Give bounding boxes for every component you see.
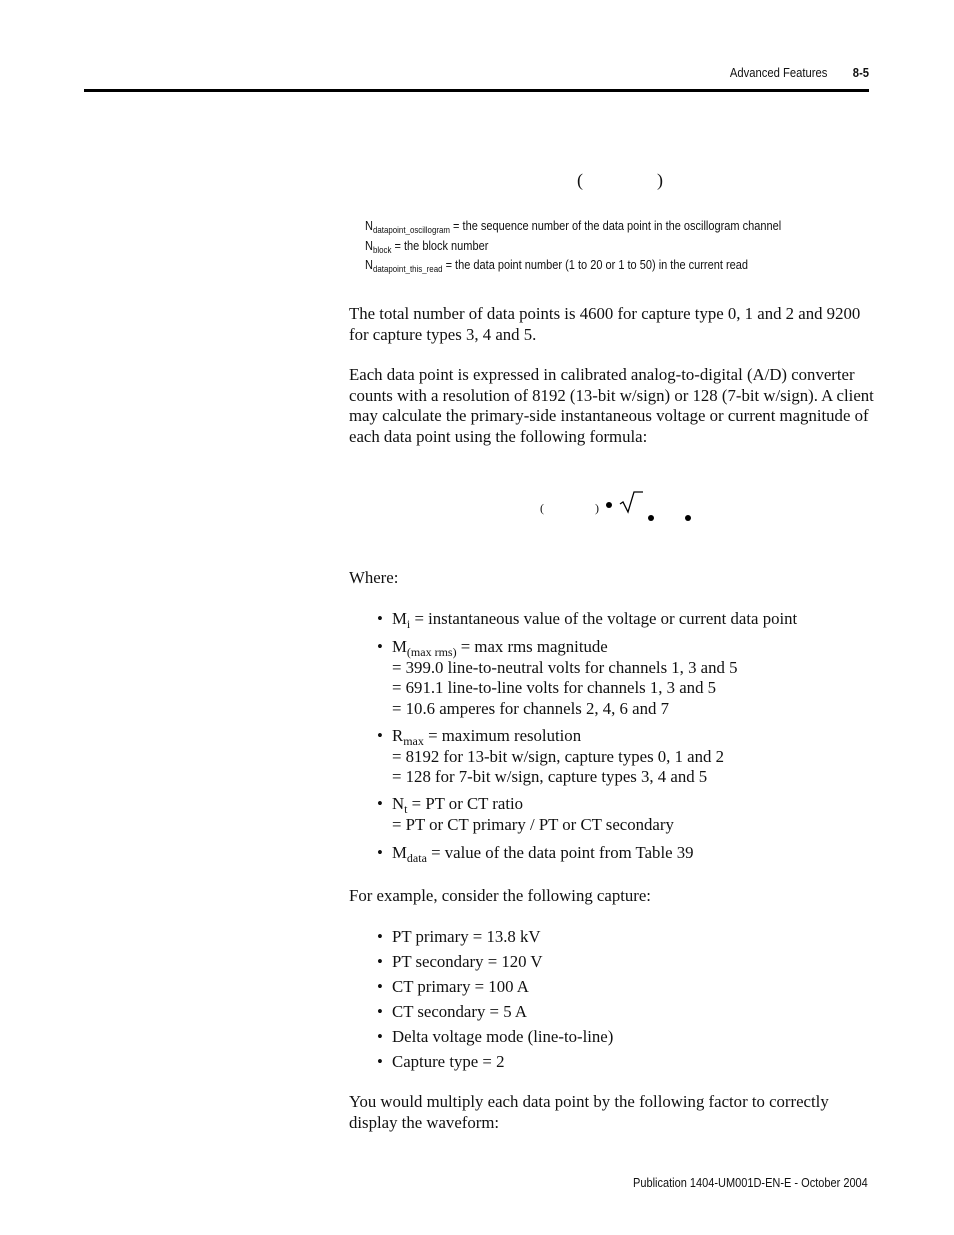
example-list-item — [377, 927, 541, 948]
list-item-detail: = 691.1 line-to-line volts for channels 1, 3 and 5 — [392, 678, 717, 697]
definition-text: = the block number — [391, 239, 489, 253]
formula-close-paren: ) — [595, 501, 599, 515]
paragraph-multiply: You would multiply each data point by the following factor to correctly display the waveform: — [349, 1092, 829, 1132]
multiply-dot-icon — [685, 515, 691, 521]
list-item: • $M_{(max rms)} = \max$ rms magnitude = 399.0 line-to-neutral volts for channels 1, 3 and 5 = 691.1 line-to-line volts for channels 1, 3 and 5 = 10.6 amperes for channels 2, 4, 6 and 7 — [377, 637, 737, 719]
definition-datapoint-this-read — [365, 258, 748, 272]
square-root-icon — [619, 490, 643, 514]
page-number: 8-5 — [852, 66, 869, 80]
definition-text: = the sequence number of the data point in the oscillogram channel — [450, 219, 782, 233]
multiply-dot-icon — [606, 502, 612, 508]
definition-symbol: N — [365, 258, 373, 272]
example-list-item — [377, 952, 543, 973]
list-item: • $R_{max}$ = maximum resolution = 8192 for 13-bit w/sign, capture types 0, 1 and 2 = 128 for 7-bit w/sign, capture types 3, 4 and 5 — [377, 726, 724, 788]
definition-subscript: datapoint_this_read — [372, 264, 443, 274]
paragraph-total-points: The total number of data points is 4600 for capture type 0, 1 and 2 and 9200 for capture types 3, 4 and 5. — [349, 304, 861, 344]
formula-open-paren: ( — [577, 170, 583, 190]
formula-close-paren: ) — [657, 170, 663, 190]
variable-list-item-nt — [377, 794, 674, 835]
list-item: • Capture type = 2 — [377, 1052, 504, 1073]
example-list-item — [377, 977, 529, 998]
list-item: • PT secondary = 120 V — [377, 952, 543, 973]
list-item-detail: = 10.6 amperes for channels 2, 4, 6 and 7 — [392, 698, 669, 718]
definition-subscript: block — [372, 245, 392, 255]
list-item: • $M_{data}$ = value of the data point from Table 39 — [377, 843, 694, 864]
variable-list-item-rmax — [377, 726, 724, 788]
list-item-detail: = 8192 for 13-bit w/sign, capture types 0, 1 and 2 — [392, 746, 724, 766]
paragraph-where: Where: — [349, 568, 399, 587]
variable-list-item-mi — [377, 609, 797, 630]
list-item: • Delta voltage mode (line-to-line) — [377, 1027, 613, 1048]
definition-block — [365, 239, 488, 253]
header-rule — [84, 89, 869, 92]
variable-list-item-mmaxrms — [377, 637, 737, 719]
list-item: • CT secondary = 5 A — [377, 1002, 527, 1023]
definition-symbol: N — [365, 239, 373, 253]
running-header-section: Advanced Features — [729, 66, 827, 80]
list-item: • $N_t$ = PT or CT ratio = PT or CT primary / PT or CT secondary — [377, 794, 674, 835]
example-list-item — [377, 1052, 504, 1073]
list-item-detail: = 399.0 line-to-neutral volts for channels 1, 3 and 5 — [392, 657, 738, 677]
publication-footer: Publication 1404-UM001D-EN-E - October 2004 — [633, 1176, 868, 1190]
definition-subscript: datapoint_oscillogram — [372, 225, 451, 235]
multiply-dot-icon — [648, 515, 654, 521]
formula-open-paren: ( — [540, 501, 544, 515]
list-item: • CT primary = 100 A — [377, 977, 529, 998]
definition-datapoint-oscillogram — [365, 219, 781, 233]
paragraph-calibration: Each data point is expressed in calibrated analog-to-digital (A/D) converter counts with a resolution of 8192 (13-bit w/sign) or 128 (7-bit w/sign). A client may calculate the primary-side instantaneous voltage or current magnitude of each data point using the following formula: — [349, 365, 874, 446]
definition-text: = the data point number (1 to 20 or 1 to 50) in the current read — [442, 258, 748, 272]
paragraph-example-intro: For example, consider the following capture: — [349, 886, 651, 905]
definition-symbol: N — [365, 219, 373, 233]
example-list-item — [377, 1027, 613, 1048]
list-item-detail: = 128 for 7-bit w/sign, capture types 3, 4 and 5 — [392, 767, 708, 786]
list-item: • PT primary = 13.8 kV — [377, 927, 541, 948]
list-item: • $M_i$ = instantaneous value of the voltage or current data point — [377, 609, 797, 630]
variable-list-item-mdata — [377, 843, 694, 864]
list-item-detail: = PT or CT primary / PT or CT secondary — [392, 814, 674, 834]
example-list-item — [377, 1002, 527, 1023]
